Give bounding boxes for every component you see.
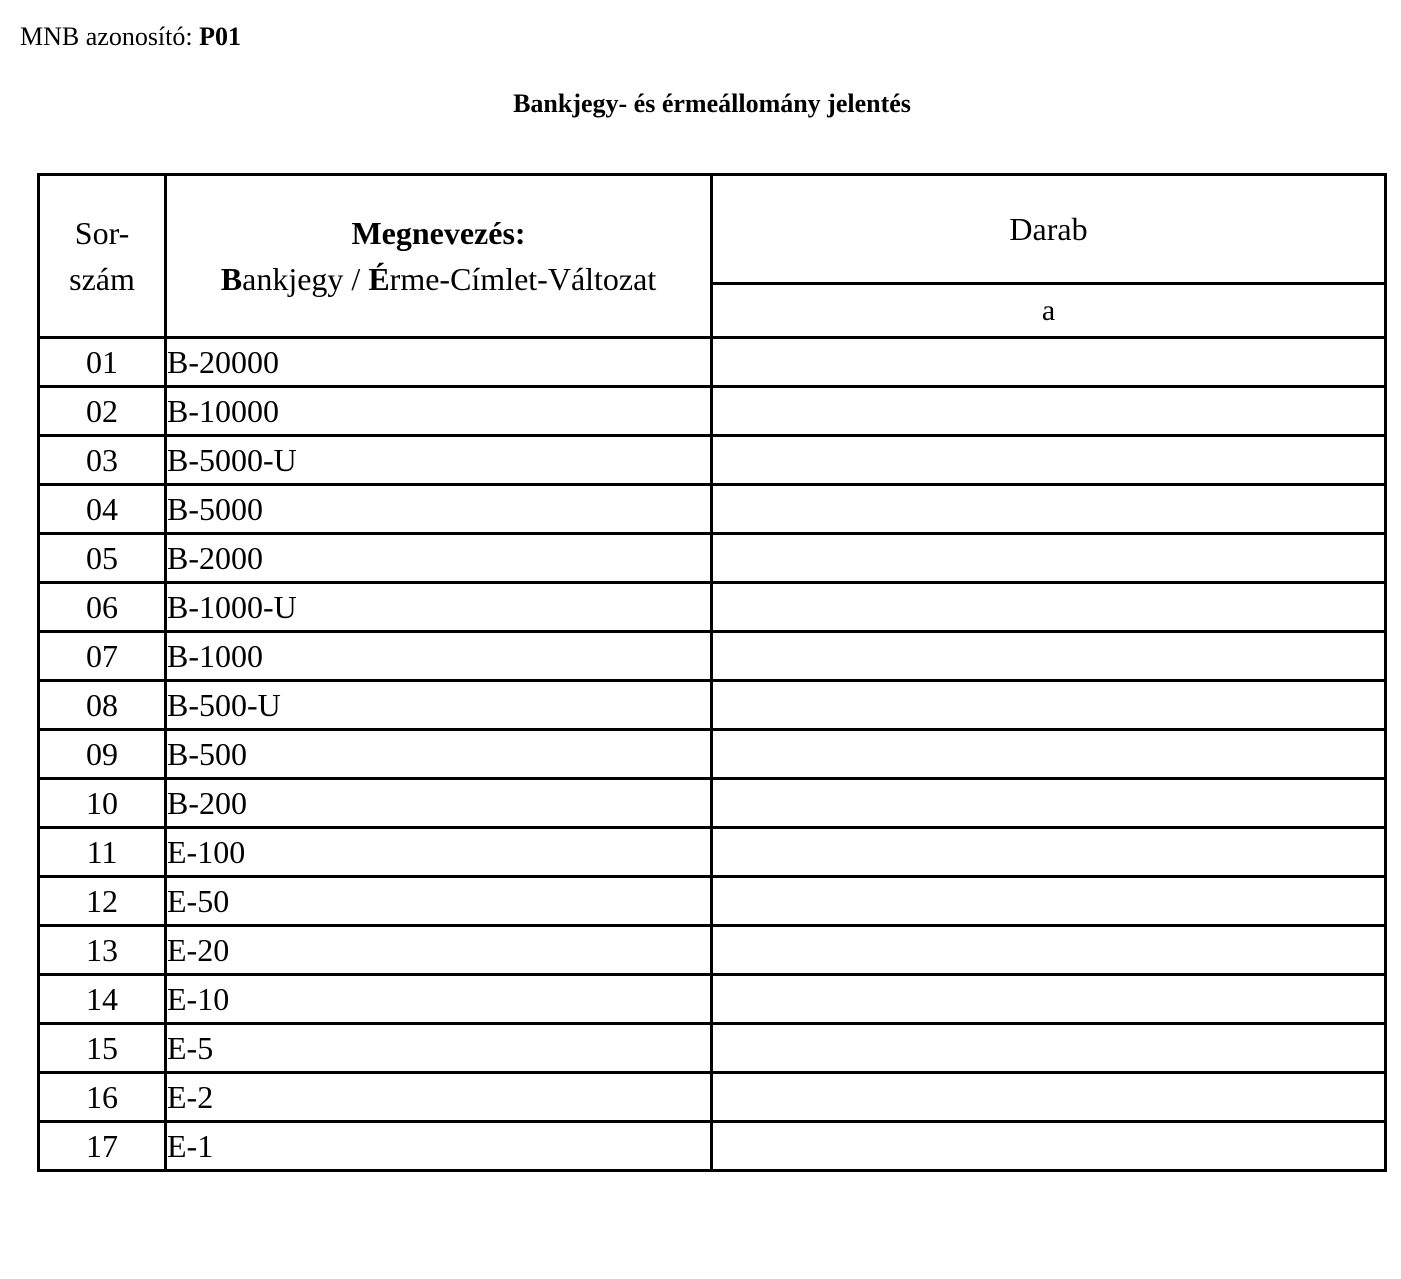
row-number: 08 — [39, 681, 166, 730]
row-quantity-field[interactable] — [712, 877, 1386, 926]
row-quantity-field[interactable] — [712, 583, 1386, 632]
row-number: 09 — [39, 730, 166, 779]
header-sorszam-line2: szám — [69, 261, 135, 297]
table-row — [39, 436, 1386, 485]
table-body — [39, 338, 1386, 1171]
row-denomination: B-500 — [166, 730, 712, 779]
row-denomination: B-5000-U — [166, 436, 712, 485]
table-row — [39, 583, 1386, 632]
header-e-rest: rme-Címlet-Változat — [389, 261, 657, 297]
table-row — [39, 485, 1386, 534]
row-quantity-field[interactable] — [712, 926, 1386, 975]
table-row — [39, 975, 1386, 1024]
table-row — [39, 1122, 1386, 1171]
row-quantity-field[interactable] — [712, 485, 1386, 534]
row-denomination: E-5 — [166, 1024, 712, 1073]
row-denomination: B-500-U — [166, 681, 712, 730]
table-row — [39, 681, 1386, 730]
row-quantity-field[interactable] — [712, 730, 1386, 779]
row-denomination: B-5000 — [166, 485, 712, 534]
table-row — [39, 338, 1386, 387]
row-number: 10 — [39, 779, 166, 828]
header-sorszam-line1: Sor- — [74, 215, 130, 251]
row-quantity-field[interactable] — [712, 681, 1386, 730]
row-quantity-field[interactable] — [712, 1024, 1386, 1073]
header-megnevezes-title: Megnevezés: — [351, 215, 526, 251]
page-title: Bankjegy- és érmeállomány jelentés — [513, 89, 911, 118]
row-quantity-field[interactable] — [712, 975, 1386, 1024]
table-row — [39, 1024, 1386, 1073]
table-row — [39, 1073, 1386, 1122]
row-denomination: E-20 — [166, 926, 712, 975]
table-row — [39, 779, 1386, 828]
row-quantity-field[interactable] — [712, 1073, 1386, 1122]
row-quantity-field[interactable] — [712, 779, 1386, 828]
table-row — [39, 730, 1386, 779]
header-sorszam — [39, 175, 166, 338]
mnb-identifier — [20, 20, 241, 54]
header-darab-subcolumn: a — [712, 284, 1386, 338]
row-denomination: E-10 — [166, 975, 712, 1024]
table-row — [39, 877, 1386, 926]
header-megnevezes — [166, 175, 712, 338]
row-number: 02 — [39, 387, 166, 436]
row-quantity-field[interactable] — [712, 534, 1386, 583]
header-megnevezes-subtitle — [167, 256, 710, 302]
row-quantity-field[interactable] — [712, 1122, 1386, 1171]
mnb-identifier-value: P01 — [199, 22, 241, 51]
row-number: 16 — [39, 1073, 166, 1122]
row-quantity-field[interactable] — [712, 436, 1386, 485]
row-quantity-field[interactable] — [712, 632, 1386, 681]
row-denomination: B-200 — [166, 779, 712, 828]
row-number: 03 — [39, 436, 166, 485]
mnb-identifier-label: MNB azonosító: — [20, 22, 193, 51]
row-quantity-field[interactable] — [712, 338, 1386, 387]
row-number: 11 — [39, 828, 166, 877]
header-b-initial: B — [220, 261, 243, 297]
header-e-initial: É — [368, 261, 390, 297]
table-row — [39, 387, 1386, 436]
row-number: 14 — [39, 975, 166, 1024]
row-quantity-field[interactable] — [712, 387, 1386, 436]
table-row — [39, 926, 1386, 975]
row-number: 15 — [39, 1024, 166, 1073]
row-denomination: B-10000 — [166, 387, 712, 436]
report-table — [37, 173, 1387, 1172]
row-number: 13 — [39, 926, 166, 975]
row-denomination: B-1000 — [166, 632, 712, 681]
row-denomination: E-50 — [166, 877, 712, 926]
row-denomination: E-100 — [166, 828, 712, 877]
row-number: 05 — [39, 534, 166, 583]
row-number: 01 — [39, 338, 166, 387]
row-denomination: B-2000 — [166, 534, 712, 583]
row-number: 06 — [39, 583, 166, 632]
row-number: 04 — [39, 485, 166, 534]
table-row — [39, 828, 1386, 877]
row-denomination: E-2 — [166, 1073, 712, 1122]
row-denomination: B-1000-U — [166, 583, 712, 632]
table-row — [39, 632, 1386, 681]
row-number: 07 — [39, 632, 166, 681]
row-denomination: E-1 — [166, 1122, 712, 1171]
row-quantity-field[interactable] — [712, 828, 1386, 877]
row-number: 12 — [39, 877, 166, 926]
header-darab: Darab — [712, 175, 1386, 284]
row-denomination: B-20000 — [166, 338, 712, 387]
header-b-rest: ankjegy / — [242, 261, 369, 297]
table-row — [39, 534, 1386, 583]
row-number: 17 — [39, 1122, 166, 1171]
